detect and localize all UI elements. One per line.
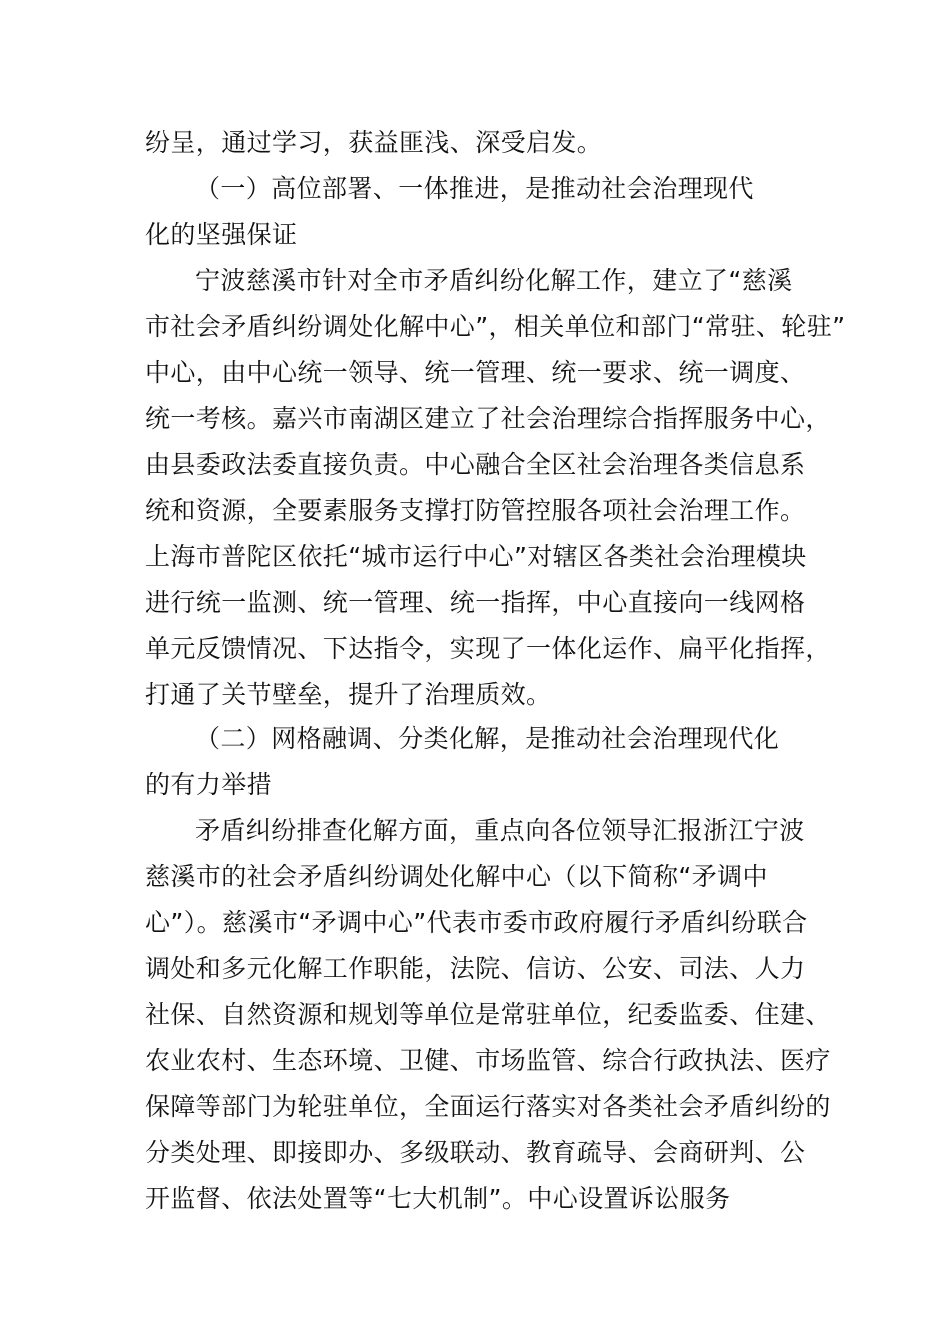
text-line: 打通了关节壁垒，提升了治理质效。 — [145, 680, 552, 709]
text-line: 进行统一监测、统一管理、统一指挥，中心直接向一线网格 — [145, 588, 806, 617]
text-line: 统和资源，全要素服务支撑打防管控服各项社会治理工作。 — [145, 496, 806, 525]
section-heading-2: （二）网格融调、分类化解，是推动社会治理现代化 — [195, 724, 780, 753]
text-line: 市社会矛盾纠纷调处化解中心”，相关单位和部门“常驻、轮驻” — [145, 312, 846, 341]
text-line: 保障等部门为轮驻单位，全面运行落实对各类社会矛盾纠纷的 — [145, 1092, 831, 1121]
text-line: 社保、自然资源和规划等单位是常驻单位，纪委监委、住建、 — [145, 1000, 831, 1029]
text-line: 分类处理、即接即办、多级联动、教育疏导、会商研判、公 — [145, 1138, 806, 1167]
text-line: 统一考核。嘉兴市南湖区建立了社会治理综合指挥服务中心， — [145, 404, 831, 433]
text-line: 由县委政法委直接负责。中心融合全区社会治理各类信息系 — [145, 450, 806, 479]
text-line: 农业农村、生态环境、卫健、市场监管、综合行政执法、医疗 — [145, 1046, 831, 1075]
section-heading-1-cont: 化的坚强保证 — [145, 220, 298, 249]
text-line: 上海市普陀区依托“城市运行中心”对辖区各类社会治理模块 — [145, 542, 807, 571]
text-line: 调处和多元化解工作职能，法院、信访、公安、司法、人力 — [145, 954, 806, 983]
text-line: 宁波慈溪市针对全市矛盾纠纷化解工作，建立了“慈溪 — [195, 266, 793, 295]
text-line: 纷呈，通过学习，获益匪浅、深受启发。 — [145, 128, 603, 157]
text-line: 慈溪市的社会矛盾纠纷调处化解中心（以下简称“矛调中 — [145, 862, 768, 891]
text-line: 单元反馈情况、下达指令，实现了一体化运作、扁平化指挥， — [145, 634, 831, 663]
section-heading-2-cont: 的有力举措 — [145, 770, 273, 799]
text-line: 矛盾纠纷排查化解方面，重点向各位领导汇报浙江宁波 — [195, 816, 805, 845]
text-line: 心”）。慈溪市“矛调中心”代表市委市政府履行矛盾纠纷联合 — [145, 908, 808, 937]
section-heading-1: （一）高位部署、一体推进，是推动社会治理现代 — [195, 174, 754, 203]
text-line: 中心，由中心统一领导、统一管理、统一要求、统一调度、 — [145, 358, 806, 387]
text-line: 开监督、依法处置等“七大机制”。中心设置诉讼服务 — [145, 1184, 731, 1213]
